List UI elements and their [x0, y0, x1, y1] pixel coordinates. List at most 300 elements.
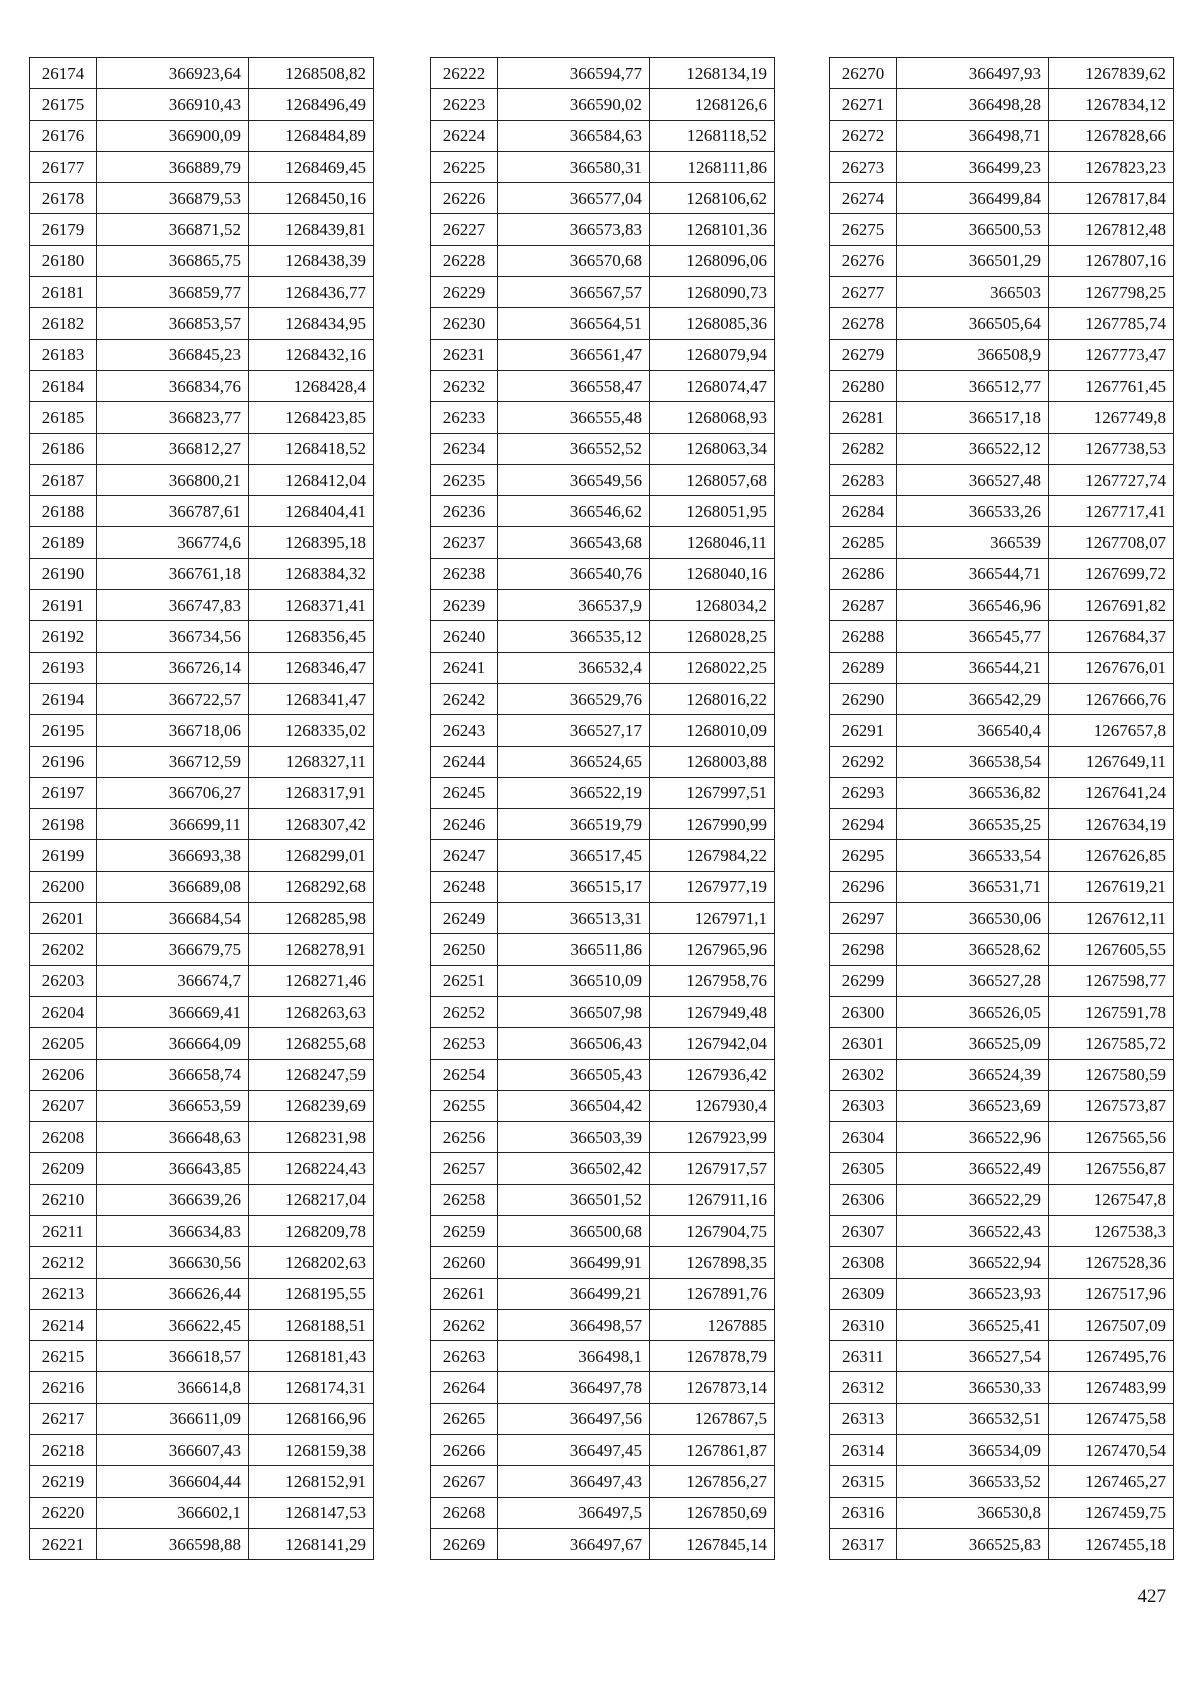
table-row: [431, 840, 775, 871]
x-coordinate-cell: 366630,56: [97, 1247, 249, 1278]
table-row: [30, 715, 374, 746]
x-coordinate-cell: 366497,45: [498, 1435, 650, 1466]
x-coordinate-cell: 366859,77: [97, 277, 249, 308]
point-id-cell: 26264: [431, 1372, 498, 1403]
y-coordinate-cell: 1267657,8: [1049, 715, 1174, 746]
x-coordinate-cell: 366584,63: [498, 120, 650, 151]
table-row: [30, 558, 374, 589]
y-coordinate-cell: 1268239,69: [249, 1090, 374, 1121]
x-coordinate-cell: 366527,28: [897, 965, 1049, 996]
point-id-cell: 26188: [30, 496, 97, 527]
x-coordinate-cell: 366602,1: [97, 1497, 249, 1528]
y-coordinate-cell: 1267861,87: [650, 1435, 775, 1466]
point-id-cell: 26257: [431, 1153, 498, 1184]
table-row: [431, 496, 775, 527]
point-id-cell: 26192: [30, 621, 97, 652]
point-id-cell: 26307: [830, 1215, 897, 1246]
y-coordinate-cell: 1267990,99: [650, 809, 775, 840]
y-coordinate-cell: 1268439,81: [249, 214, 374, 245]
x-coordinate-cell: 366517,45: [498, 840, 650, 871]
x-coordinate-cell: 366879,53: [97, 183, 249, 214]
table-row: [830, 496, 1174, 527]
table-row: [30, 965, 374, 996]
table-row: [431, 402, 775, 433]
point-id-cell: 26243: [431, 715, 498, 746]
point-id-cell: 26269: [431, 1528, 498, 1559]
y-coordinate-cell: 1268341,47: [249, 683, 374, 714]
table-row: [431, 1028, 775, 1059]
x-coordinate-cell: 366517,18: [897, 402, 1049, 433]
x-coordinate-cell: 366498,71: [897, 120, 1049, 151]
point-id-cell: 26205: [30, 1028, 97, 1059]
point-id-cell: 26228: [431, 245, 498, 276]
table-row: [30, 58, 374, 89]
point-id-cell: 26215: [30, 1341, 97, 1372]
point-id-cell: 26286: [830, 558, 897, 589]
y-coordinate-cell: 1268051,95: [650, 496, 775, 527]
point-id-cell: 26287: [830, 590, 897, 621]
point-id-cell: 26194: [30, 683, 97, 714]
point-id-cell: 26219: [30, 1466, 97, 1497]
y-coordinate-cell: 1267612,11: [1049, 903, 1174, 934]
y-coordinate-cell: 1268299,01: [249, 840, 374, 871]
point-id-cell: 26263: [431, 1341, 498, 1372]
point-id-cell: 26313: [830, 1403, 897, 1434]
x-coordinate-cell: 366570,68: [498, 245, 650, 276]
table-row: [30, 464, 374, 495]
y-coordinate-cell: 1267495,76: [1049, 1341, 1174, 1372]
x-coordinate-cell: 366527,48: [897, 464, 1049, 495]
table-row: [830, 1028, 1174, 1059]
x-coordinate-cell: 366910,43: [97, 89, 249, 120]
point-id-cell: 26258: [431, 1184, 498, 1215]
y-coordinate-cell: 1268335,02: [249, 715, 374, 746]
y-coordinate-cell: 1267538,3: [1049, 1215, 1174, 1246]
point-id-cell: 26277: [830, 277, 897, 308]
x-coordinate-cell: 366607,43: [97, 1435, 249, 1466]
y-coordinate-cell: 1268118,52: [650, 120, 775, 151]
point-id-cell: 26265: [431, 1403, 498, 1434]
point-id-cell: 26231: [431, 339, 498, 370]
x-coordinate-cell: 366722,57: [97, 683, 249, 714]
x-coordinate-cell: 366515,17: [498, 871, 650, 902]
table-row: [830, 58, 1174, 89]
y-coordinate-cell: 1268423,85: [249, 402, 374, 433]
table-row: [30, 590, 374, 621]
x-coordinate-cell: 366538,54: [897, 746, 1049, 777]
point-id-cell: 26187: [30, 464, 97, 495]
x-coordinate-cell: 366497,5: [498, 1497, 650, 1528]
x-coordinate-cell: 366540,4: [897, 715, 1049, 746]
x-coordinate-cell: 366706,27: [97, 777, 249, 808]
y-coordinate-cell: 1267785,74: [1049, 308, 1174, 339]
y-coordinate-cell: 1267605,55: [1049, 934, 1174, 965]
table-row: [431, 89, 775, 120]
x-coordinate-cell: 366853,57: [97, 308, 249, 339]
x-coordinate-cell: 366535,12: [498, 621, 650, 652]
x-coordinate-cell: 366542,29: [897, 683, 1049, 714]
table-row: [431, 590, 775, 621]
y-coordinate-cell: 1267738,53: [1049, 433, 1174, 464]
table-row: [431, 558, 775, 589]
y-coordinate-cell: 1268101,36: [650, 214, 775, 245]
table-row: [30, 89, 374, 120]
point-id-cell: 26306: [830, 1184, 897, 1215]
table-row: [431, 1341, 775, 1372]
table-row: [30, 496, 374, 527]
point-id-cell: 26179: [30, 214, 97, 245]
table-row: [431, 308, 775, 339]
x-coordinate-cell: 366539: [897, 527, 1049, 558]
y-coordinate-cell: 1268395,18: [249, 527, 374, 558]
point-id-cell: 26285: [830, 527, 897, 558]
table-row: [30, 1372, 374, 1403]
table-row: [30, 746, 374, 777]
table-row: [30, 308, 374, 339]
point-id-cell: 26273: [830, 151, 897, 182]
table-row: [30, 433, 374, 464]
x-coordinate-cell: 366564,51: [498, 308, 650, 339]
table-row: [431, 809, 775, 840]
x-coordinate-cell: 366834,76: [97, 370, 249, 401]
point-id-cell: 26242: [431, 683, 498, 714]
y-coordinate-cell: 1268292,68: [249, 871, 374, 902]
point-id-cell: 26175: [30, 89, 97, 120]
y-coordinate-cell: 1267873,14: [650, 1372, 775, 1403]
y-coordinate-cell: 1268496,49: [249, 89, 374, 120]
y-coordinate-cell: 1267807,16: [1049, 245, 1174, 276]
x-coordinate-cell: 366693,38: [97, 840, 249, 871]
table-row: [830, 777, 1174, 808]
table-row: [431, 1247, 775, 1278]
y-coordinate-cell: 1268022,25: [650, 652, 775, 683]
x-coordinate-cell: 366499,23: [897, 151, 1049, 182]
x-coordinate-cell: 366567,57: [498, 277, 650, 308]
y-coordinate-cell: 1268469,45: [249, 151, 374, 182]
table-row: [830, 308, 1174, 339]
x-coordinate-cell: 366506,43: [498, 1028, 650, 1059]
point-id-cell: 26246: [431, 809, 498, 840]
y-coordinate-cell: 1267773,47: [1049, 339, 1174, 370]
y-coordinate-cell: 1268003,88: [650, 746, 775, 777]
point-id-cell: 26184: [30, 370, 97, 401]
point-id-cell: 26260: [431, 1247, 498, 1278]
point-id-cell: 26266: [431, 1435, 498, 1466]
table-row: [30, 652, 374, 683]
x-coordinate-cell: 366522,94: [897, 1247, 1049, 1278]
table-row: [431, 183, 775, 214]
x-coordinate-cell: 366718,06: [97, 715, 249, 746]
x-coordinate-cell: 366513,31: [498, 903, 650, 934]
y-coordinate-cell: 1267936,42: [650, 1059, 775, 1090]
point-id-cell: 26317: [830, 1528, 897, 1559]
x-coordinate-cell: 366598,88: [97, 1528, 249, 1559]
y-coordinate-cell: 1268434,95: [249, 308, 374, 339]
y-coordinate-cell: 1268166,96: [249, 1403, 374, 1434]
point-id-cell: 26209: [30, 1153, 97, 1184]
x-coordinate-cell: 366684,54: [97, 903, 249, 934]
x-coordinate-cell: 366674,7: [97, 965, 249, 996]
table-row: [830, 558, 1174, 589]
point-id-cell: 26240: [431, 621, 498, 652]
x-coordinate-cell: 366523,69: [897, 1090, 1049, 1121]
table-row: [431, 871, 775, 902]
table-row: [830, 903, 1174, 934]
table-row: [30, 214, 374, 245]
point-id-cell: 26221: [30, 1528, 97, 1559]
x-coordinate-cell: 366871,52: [97, 214, 249, 245]
y-coordinate-cell: 1267585,72: [1049, 1028, 1174, 1059]
y-coordinate-cell: 1267708,07: [1049, 527, 1174, 558]
y-coordinate-cell: 1268126,6: [650, 89, 775, 120]
point-id-cell: 26238: [431, 558, 498, 589]
table-row: [830, 1059, 1174, 1090]
y-coordinate-cell: 1268436,77: [249, 277, 374, 308]
point-id-cell: 26289: [830, 652, 897, 683]
point-id-cell: 26255: [431, 1090, 498, 1121]
table-row: [431, 370, 775, 401]
point-id-cell: 26280: [830, 370, 897, 401]
table-row: [431, 652, 775, 683]
point-id-cell: 26271: [830, 89, 897, 120]
y-coordinate-cell: 1268224,43: [249, 1153, 374, 1184]
point-id-cell: 26293: [830, 777, 897, 808]
x-coordinate-cell: 366501,52: [498, 1184, 650, 1215]
y-coordinate-cell: 1268134,19: [650, 58, 775, 89]
y-coordinate-cell: 1268255,68: [249, 1028, 374, 1059]
x-coordinate-cell: 366498,57: [498, 1309, 650, 1340]
point-id-cell: 26217: [30, 1403, 97, 1434]
table-row: [830, 1215, 1174, 1246]
y-coordinate-cell: 1268079,94: [650, 339, 775, 370]
y-coordinate-cell: 1268346,47: [249, 652, 374, 683]
x-coordinate-cell: 366525,41: [897, 1309, 1049, 1340]
x-coordinate-cell: 366503: [897, 277, 1049, 308]
x-coordinate-cell: 366669,41: [97, 996, 249, 1027]
x-coordinate-cell: 366546,96: [897, 590, 1049, 621]
x-coordinate-cell: 366512,77: [897, 370, 1049, 401]
point-id-cell: 26279: [830, 339, 897, 370]
y-coordinate-cell: 1268438,39: [249, 245, 374, 276]
table-row: [431, 965, 775, 996]
table-row: [830, 1122, 1174, 1153]
x-coordinate-cell: 366522,19: [498, 777, 650, 808]
y-coordinate-cell: 1268307,42: [249, 809, 374, 840]
y-coordinate-cell: 1268371,41: [249, 590, 374, 621]
table-row: [830, 840, 1174, 871]
y-coordinate-cell: 1268106,62: [650, 183, 775, 214]
y-coordinate-cell: 1267891,76: [650, 1278, 775, 1309]
table-row: [30, 527, 374, 558]
table-row: [431, 934, 775, 965]
point-id-cell: 26195: [30, 715, 97, 746]
y-coordinate-cell: 1268217,04: [249, 1184, 374, 1215]
x-coordinate-cell: 366510,09: [498, 965, 650, 996]
table-row: [30, 777, 374, 808]
table-row: [431, 903, 775, 934]
y-coordinate-cell: 1267598,77: [1049, 965, 1174, 996]
y-coordinate-cell: 1267691,82: [1049, 590, 1174, 621]
x-coordinate-cell: 366900,09: [97, 120, 249, 151]
x-coordinate-cell: 366555,48: [498, 402, 650, 433]
point-id-cell: 26222: [431, 58, 498, 89]
y-coordinate-cell: 1268010,09: [650, 715, 775, 746]
y-coordinate-cell: 1268174,31: [249, 1372, 374, 1403]
x-coordinate-cell: 366544,71: [897, 558, 1049, 589]
table-row: [830, 402, 1174, 433]
point-id-cell: 26249: [431, 903, 498, 934]
table-row: [30, 683, 374, 714]
point-id-cell: 26216: [30, 1372, 97, 1403]
table-row: [30, 1528, 374, 1559]
y-coordinate-cell: 1267619,21: [1049, 871, 1174, 902]
table-row: [830, 1403, 1174, 1434]
point-id-cell: 26290: [830, 683, 897, 714]
point-id-cell: 26282: [830, 433, 897, 464]
table-row: [830, 1435, 1174, 1466]
table-row: [30, 339, 374, 370]
x-coordinate-cell: 366524,65: [498, 746, 650, 777]
point-id-cell: 26191: [30, 590, 97, 621]
table-row: [830, 1309, 1174, 1340]
y-coordinate-cell: 1268034,2: [650, 590, 775, 621]
x-coordinate-cell: 366497,56: [498, 1403, 650, 1434]
x-coordinate-cell: 366527,17: [498, 715, 650, 746]
y-coordinate-cell: 1267528,36: [1049, 1247, 1174, 1278]
table-row: [431, 245, 775, 276]
y-coordinate-cell: 1268057,68: [650, 464, 775, 495]
table-row: [830, 277, 1174, 308]
table-row: [830, 1341, 1174, 1372]
point-id-cell: 26268: [431, 1497, 498, 1528]
table-row: [30, 402, 374, 433]
point-id-cell: 26198: [30, 809, 97, 840]
y-coordinate-cell: 1268418,52: [249, 433, 374, 464]
x-coordinate-cell: 366535,25: [897, 809, 1049, 840]
y-coordinate-cell: 1267971,1: [650, 903, 775, 934]
x-coordinate-cell: 366653,59: [97, 1090, 249, 1121]
x-coordinate-cell: 366525,83: [897, 1528, 1049, 1559]
y-coordinate-cell: 1267798,25: [1049, 277, 1174, 308]
point-id-cell: 26276: [830, 245, 897, 276]
y-coordinate-cell: 1267684,37: [1049, 621, 1174, 652]
point-id-cell: 26291: [830, 715, 897, 746]
point-id-cell: 26284: [830, 496, 897, 527]
table-row: [830, 151, 1174, 182]
y-coordinate-cell: 1267834,12: [1049, 89, 1174, 120]
table-row: [431, 527, 775, 558]
y-coordinate-cell: 1268195,55: [249, 1278, 374, 1309]
table-row: [830, 1528, 1174, 1559]
point-id-cell: 26312: [830, 1372, 897, 1403]
point-id-cell: 26315: [830, 1466, 897, 1497]
x-coordinate-cell: 366505,64: [897, 308, 1049, 339]
x-coordinate-cell: 366500,68: [498, 1215, 650, 1246]
y-coordinate-cell: 1267817,84: [1049, 183, 1174, 214]
x-coordinate-cell: 366774,6: [97, 527, 249, 558]
table-row: [30, 996, 374, 1027]
x-coordinate-cell: 366664,09: [97, 1028, 249, 1059]
x-coordinate-cell: 366497,43: [498, 1466, 650, 1497]
point-id-cell: 26303: [830, 1090, 897, 1121]
x-coordinate-cell: 366634,83: [97, 1215, 249, 1246]
x-coordinate-cell: 366533,26: [897, 496, 1049, 527]
point-id-cell: 26244: [431, 746, 498, 777]
point-id-cell: 26186: [30, 433, 97, 464]
x-coordinate-cell: 366528,62: [897, 934, 1049, 965]
table-row: [431, 277, 775, 308]
x-coordinate-cell: 366530,06: [897, 903, 1049, 934]
x-coordinate-cell: 366533,52: [897, 1466, 1049, 1497]
x-coordinate-cell: 366540,76: [498, 558, 650, 589]
table-row: [30, 151, 374, 182]
table-row: [30, 1059, 374, 1090]
x-coordinate-cell: 366545,77: [897, 621, 1049, 652]
coordinate-table-3: [829, 57, 1174, 1560]
y-coordinate-cell: 1267580,59: [1049, 1059, 1174, 1090]
point-id-cell: 26304: [830, 1122, 897, 1153]
point-id-cell: 26283: [830, 464, 897, 495]
table-row: [431, 1215, 775, 1246]
y-coordinate-cell: 1267455,18: [1049, 1528, 1174, 1559]
point-id-cell: 26190: [30, 558, 97, 589]
x-coordinate-cell: 366498,1: [498, 1341, 650, 1372]
table-row: [830, 590, 1174, 621]
y-coordinate-cell: 1267573,87: [1049, 1090, 1174, 1121]
point-id-cell: 26272: [830, 120, 897, 151]
y-coordinate-cell: 1268263,63: [249, 996, 374, 1027]
table-row: [830, 1372, 1174, 1403]
point-id-cell: 26314: [830, 1435, 897, 1466]
x-coordinate-cell: 366604,44: [97, 1466, 249, 1497]
table-row: [830, 934, 1174, 965]
x-coordinate-cell: 366499,21: [498, 1278, 650, 1309]
y-coordinate-cell: 1268209,78: [249, 1215, 374, 1246]
x-coordinate-cell: 366580,31: [498, 151, 650, 182]
table-row: [30, 1122, 374, 1153]
y-coordinate-cell: 1268327,11: [249, 746, 374, 777]
point-id-cell: 26214: [30, 1309, 97, 1340]
table-row: [30, 1090, 374, 1121]
table-row: [431, 433, 775, 464]
y-coordinate-cell: 1268141,29: [249, 1528, 374, 1559]
x-coordinate-cell: 366622,45: [97, 1309, 249, 1340]
table-row: [431, 1309, 775, 1340]
table-row: [830, 1466, 1174, 1497]
x-coordinate-cell: 366522,29: [897, 1184, 1049, 1215]
point-id-cell: 26230: [431, 308, 498, 339]
table-row: [830, 120, 1174, 151]
y-coordinate-cell: 1267911,16: [650, 1184, 775, 1215]
y-coordinate-cell: 1267965,96: [650, 934, 775, 965]
point-id-cell: 26203: [30, 965, 97, 996]
y-coordinate-cell: 1267483,99: [1049, 1372, 1174, 1403]
point-id-cell: 26183: [30, 339, 97, 370]
point-id-cell: 26224: [431, 120, 498, 151]
y-coordinate-cell: 1267917,57: [650, 1153, 775, 1184]
x-coordinate-cell: 366639,26: [97, 1184, 249, 1215]
x-coordinate-cell: 366823,77: [97, 402, 249, 433]
y-coordinate-cell: 1268159,38: [249, 1435, 374, 1466]
point-id-cell: 26298: [830, 934, 897, 965]
point-id-cell: 26294: [830, 809, 897, 840]
y-coordinate-cell: 1268356,45: [249, 621, 374, 652]
x-coordinate-cell: 366618,57: [97, 1341, 249, 1372]
point-id-cell: 26237: [431, 527, 498, 558]
y-coordinate-cell: 1267547,8: [1049, 1184, 1174, 1215]
table-row: [431, 1528, 775, 1559]
table-row: [830, 245, 1174, 276]
